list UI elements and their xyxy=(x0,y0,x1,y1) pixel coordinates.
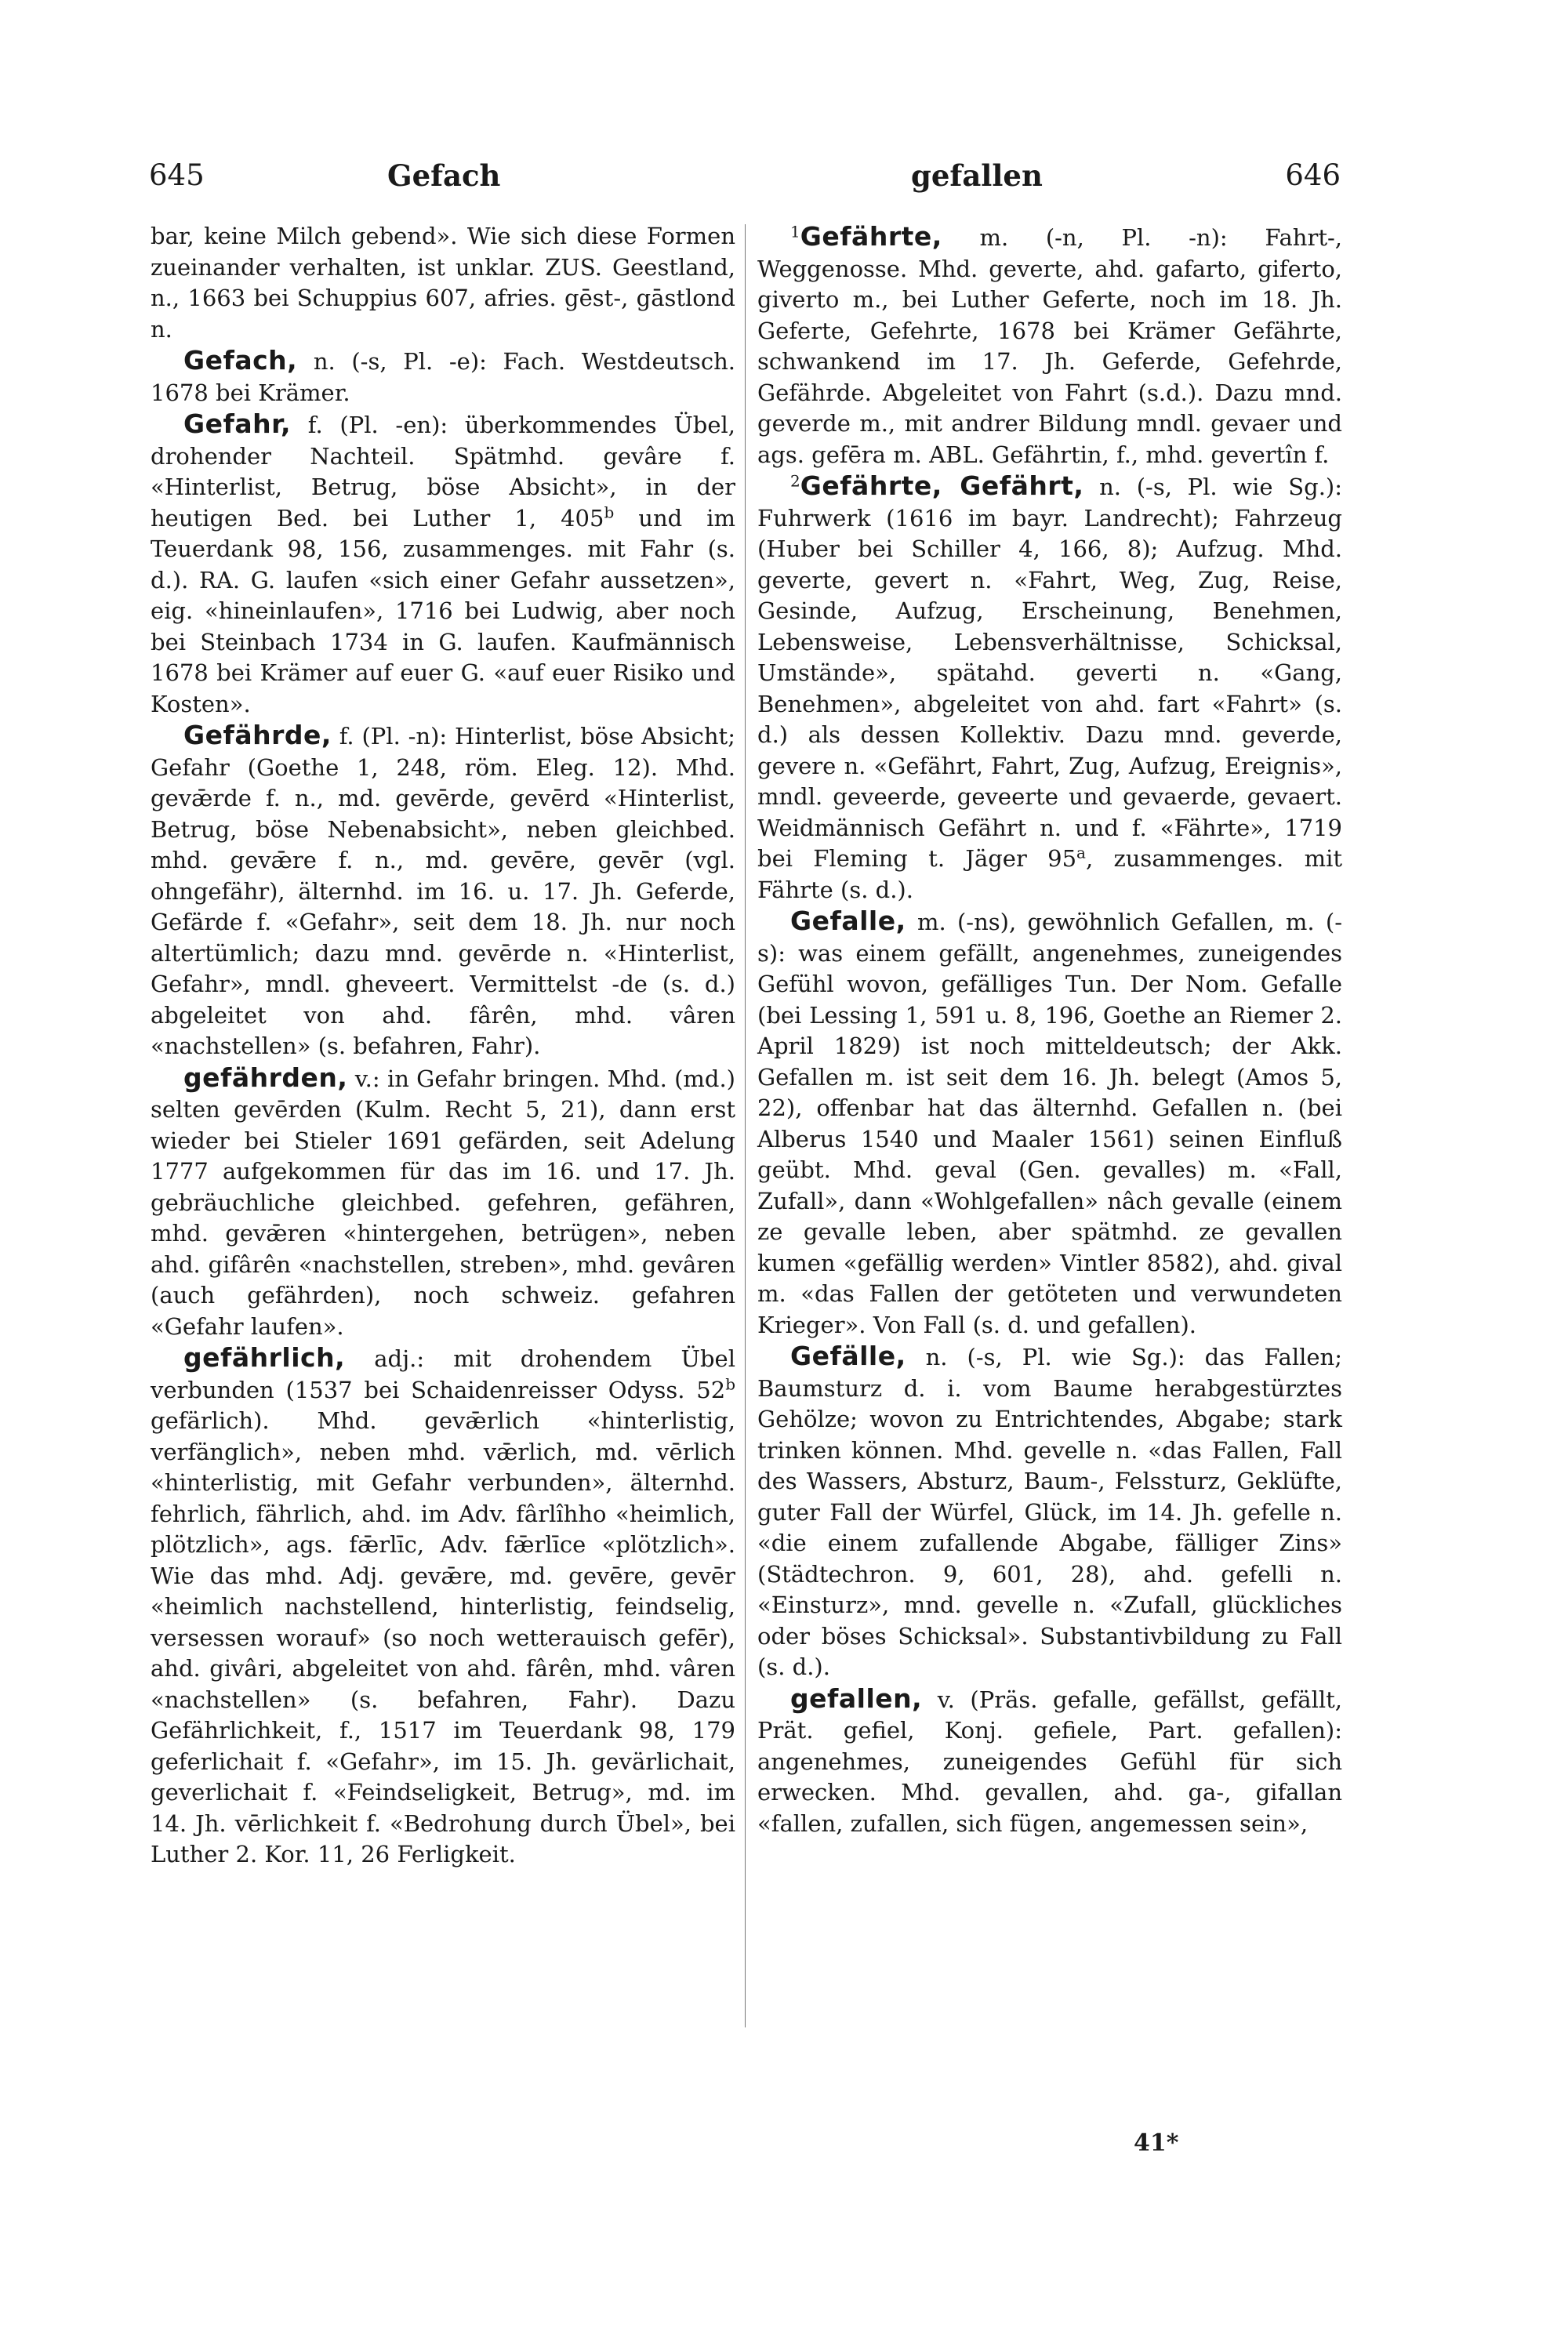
entry-text: gefärlich). Mhd. gevǣrlich «hinterlistig, verfänglich», neben mhd. vǣrlich, md. vērlich «hinterlistig, mit Gefahr verbunden», älternhd. fehrlich, fährlich, ahd. im Adv. fârlîhho «heimlich, plötzlich», ags. fǣrlīc, Adv. fǣrlīce «plötzlich». Wie das mhd. Adj. gevǣre, md. gevēre, gevēr «heimlich nachstellend, hinterlistig, feindselig, versessen worauf» (so noch wetterauisch gefēr), ahd. givâri, abgeleitet von ahd. fârên, mhd. vâren «nachstellen» (s. befahren, Fahr). Dazu Gefährlichkeit, f., 1517 im Teuerdank 98, 179 geferlichait f. «Gefahr», im 15. Jh. gevärlichait, geverlichait f. «Feindseligkeit, Betrug», md. im 14. Jh. vērlichkeit f. «Bedrohung durch Übel», bei Luther 2. Kor. 11, 26 Ferligkeit. xyxy=(151,1407,735,1867)
right-guide-word: gefallen xyxy=(911,158,1043,193)
entry-text: m. (-n, Pl. -n): Fahrt-, Weggenosse. Mhd. geverte, ahd. gafarto, giferto, giverto m., bei Luther Geferte, noch im 18. Jh. Geferte, Gefehrte, 1678 bei Krämer Gefährte, schwankend im 17. Jh. Geferde, Gefehrde, Gefährde. Abgeleitet von Fahrt (s.d.). Dazu mnd. geverde m., mit andrer Bildung mndl. gevaer und ags. gefēra m. ABL. Gefährtin, f., mhd. gevertîn f. xyxy=(757,224,1342,468)
left-column xyxy=(151,221,735,1871)
headword: gefallen, xyxy=(790,1682,923,1714)
superscript: b xyxy=(604,502,615,521)
entry-gefaehrte-m xyxy=(757,221,1342,470)
headword: Gefälle, xyxy=(790,1341,906,1371)
entry-gefallen xyxy=(757,1683,1342,1840)
headword: Gefährde, xyxy=(183,720,332,750)
entry-continuation xyxy=(151,221,735,345)
printer-signature: 41* xyxy=(1134,2129,1179,2157)
entry-text: f. (Pl. -en): überkommendes Übel, drohender Nachteil. Spätmhd. gevâre f. «Hinterlist, Betrug, böse Absicht», in der heutigen Bed. bei Luther 1, 405 xyxy=(151,412,735,532)
entry-text: f. (Pl. -n): Hinterlist, böse Absicht; Gefahr (Goethe 1, 248, röm. Eleg. 12). Mhd. gevǣrde f. n., md. gevērde, gevērd «Hinterlist, Betrug, böse Nebenabsicht», neben gleichbed. mhd. gevǣre f. n., md. gevēre, gevēr (vgl. ohngefähr), älternhd. im 16. u. 17. Jh. Geferde, Gefärde f. «Gefahr», seit dem 18. Jh. nur noch altertümlich; dazu mnd. gevērde n. «Hinterlist, Gefahr», mndl. gheveert. Vermittelst -de (s. d.) abgeleitet von ahd. fârên, mhd. vâren «nachstellen» (s. befahren, Fahr). xyxy=(151,723,735,1059)
headword: gefährlich, xyxy=(183,1342,346,1373)
left-guide-word: Gefach xyxy=(387,158,501,193)
entry-text: n. (-s, Pl. wie Sg.): Fuhrwerk (1616 im bayr. Landrecht); Fahrzeug (Huber bei Schiller 4, 166, 8); Aufzug. Mhd. geverte, gevert n. «Fahrt, Weg, Zug, Reise, Gesinde, Aufzug, Erscheinung, Benehmen, Lebensweise, Lebensverhältnisse, Schicksal, Umstände», spätahd. geverti n. «Gang, Benehmen», abgeleitet von ahd. fart «Fahrt» (s. d.) als dessen Kollektiv. Dazu mnd. geverde, gevere n. «Gefährt, Fahrt, Zug, Aufzug, Ereignis», mndl. geveerde, geveerte und gevaerde, gevaert. Weidmännisch Gefährt n. und f. «Fährte», 1719 bei Fleming t. Jäger 95 xyxy=(757,474,1343,872)
entry-text: und im Teuerdank 98, 156, zusammenges. mit Fahr (s. d.). RA. G. laufen «sich einer Gefahr aussetzen», eig. «hineinlaufen», 1716 bei Ludwig, aber noch bei Steinbach 1734 in G. laufen. Kaufmännisch 1678 bei Krämer auf euer G. «auf euer Risiko und Kosten». xyxy=(151,504,735,717)
entry-text: v.: in Gefahr bringen. Mhd. (md.) selten gevērden (Kulm. Recht 5, 21), dann erst wieder bei Stieler 1691 gefärden, seit Adelung 1777 aufgekommen für das im 16. und 17. Jh. gebräuchliche gleichbed. gefehren, gefähren, mhd. gevǣren «hintergehen, betrügen», neben ahd. gifârên «nachstellen, streben», mhd. gevâren (auch gefährden), noch schweiz. gefahren «Gefahr laufen». xyxy=(151,1065,735,1340)
entry-gefaehrden xyxy=(151,1062,735,1343)
homograph-number: 1 xyxy=(790,222,800,241)
right-page-number: 646 xyxy=(1285,158,1341,192)
entry-text: , zusammenges. mit Fährte (s. d.). xyxy=(757,845,1342,903)
entry-gefalle xyxy=(757,906,1342,1341)
headword: gefährden, xyxy=(183,1062,348,1093)
homograph-number: 2 xyxy=(790,471,800,491)
entry-text: adj.: mit drohendem Übel verbunden (1537 bei Schaidenreisser Odyss. 52 xyxy=(151,1345,735,1403)
entry-text: n. (-s, Pl. -e): Fach. Westdeutsch. 1678 bei Krämer. xyxy=(151,348,735,406)
entry-gefaehrte-n xyxy=(757,470,1342,906)
superscript: b xyxy=(725,1374,735,1393)
left-page-number: 645 xyxy=(149,158,205,192)
entry-gefaelle xyxy=(757,1341,1342,1683)
headword: Gefalle, xyxy=(790,906,906,936)
entry-gefaehrlich xyxy=(151,1342,735,1871)
headword: Gefahr, xyxy=(183,408,292,439)
entry-gefahr xyxy=(151,408,735,720)
headword: Gefach, xyxy=(183,345,298,376)
entry-gefach xyxy=(151,345,735,408)
entry-text: n. (-s, Pl. wie Sg.): das Fallen; Baumsturz d. i. vom Baume herabgestürztes Gehölze; wovon zu Entrichtendes, Abgabe; stark trinken können. Mhd. gevelle n. «das Fallen, Fall des Wassers, Absturz, Baum-, Felssturz, Geklüfte, guter Fall der Würfel, Glück, im 14. Jh. gefelle n. «die einem zufallende Abgabe, fälliger Zins» (Städtechron. 9, 601, 28), ahd. gefelli n. «Einsturz», mnd. gevelle n. «Zufall, glückliches oder böses Schicksal». Substantivbildung zu Fall (s. d.). xyxy=(757,1344,1342,1680)
headword: Gefährte, Gefährt, xyxy=(800,470,1084,501)
running-header xyxy=(149,152,1341,199)
right-column xyxy=(757,221,1342,1839)
superscript: a xyxy=(1076,843,1086,862)
entry-text: m. (-ns), gewöhnlich Gefallen, m. (-s): was einem gefällt, angenehmes, zuneigendes Gefühl wovon, gefälliges Tun. Der Nom. Gefalle (bei Lessing 1, 591 u. 8, 196, Goethe an Riemer 2. April 1829) ist noch mitteldeutsch; der Akk. Gefallen m. ist seit dem 16. Jh. belegt (Amos 5, 22), offenbar hat das älternhd. Gefallen n. (bei Alberus 1540 und Maaler 1561) seinen Einfluß geübt. Mhd. geval (Gen. gevalles) m. «Fall, Zufall», dann «Wohlgefallen» nâch gevalle (einem ze gevalle leben, aber spätmhd. ze gevallen kumen «gefällig werden» Vintler 8582), ahd. gival m. «das Fallen der getöteten und verwundeten Krieger». Von Fall (s. d. und gefallen). xyxy=(757,909,1342,1338)
headword: Gefährte, xyxy=(800,221,942,252)
entry-gefaehrde xyxy=(151,720,735,1062)
column-divider xyxy=(745,224,746,2027)
entry-text: bar, keine Milch gebend». Wie sich diese Formen zueinander verhalten, ist unklar. ZUS. Geestland, n., 1663 bei Schuppius 607, afries. gēst-, gāstlond n. xyxy=(151,223,735,343)
entry-text: v. (Präs. gefalle, gefällst, gefällt, Prät. gefiel, Konj. gefiele, Part. gefallen): angenehmes, zuneigendes Gefühl für sich erwecken. Mhd. gevallen, ahd. ga-, gifallan «fallen, zufallen, sich fügen, angemessen sein», xyxy=(757,1686,1342,1837)
